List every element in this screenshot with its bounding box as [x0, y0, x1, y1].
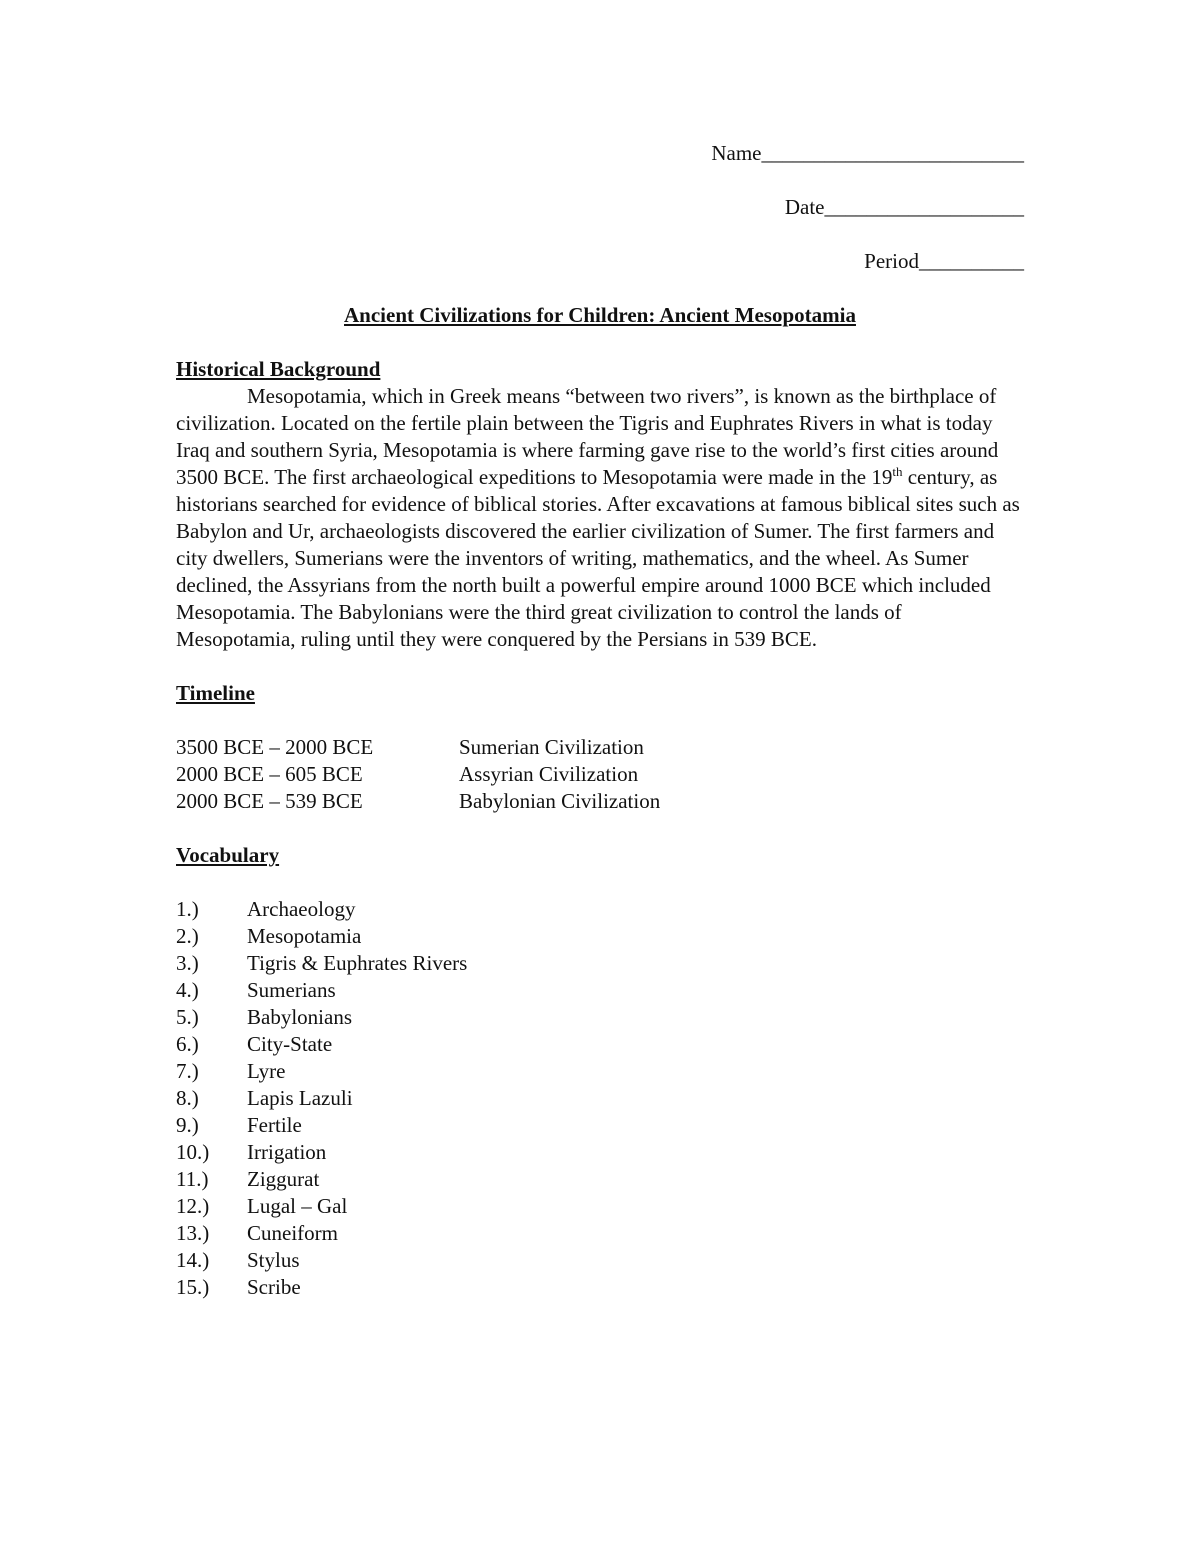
paragraph-text-part-2: century, as historians searched for evidence of biblical stories. After excavations at famous biblical sites such as Babylon and Ur, archaeologists discovered the earlier civilization of Sumer. The first farmers and city dwellers, Sumerians were the inventors of writing, mathematics, and the wheel. As Sumer declined, the Assyrians from the north built a powerful empire around 1000 BCE which included Mesopotamia. The Babylonians were the third great civilization to control the lands of Mesopotamia, ruling until they were conquered by the Persians in 539 BCE. [176, 465, 1020, 651]
timeline-row [176, 734, 1024, 761]
vocabulary-term: Lyre [247, 1059, 286, 1083]
vocabulary-item [176, 896, 1024, 923]
vocabulary-term: Ziggurat [247, 1167, 320, 1191]
date-field[interactable]: Date___________________ [784, 195, 1024, 219]
timeline-dates: 3500 BCE – 2000 BCE [176, 735, 374, 759]
vocabulary-number: 15.) [176, 1275, 210, 1299]
timeline-section [176, 680, 1024, 815]
vocabulary-term: City-State [247, 1032, 333, 1056]
vocabulary-item [176, 1220, 1024, 1247]
ordinal-superscript: th [892, 464, 903, 479]
name-field[interactable]: Name_________________________ [711, 141, 1024, 165]
vocabulary-item [176, 1139, 1024, 1166]
vocabulary-number: 3.) [176, 951, 199, 975]
vocabulary-item [176, 1166, 1024, 1193]
vocabulary-item [176, 950, 1024, 977]
vocabulary-term: Tigris & Euphrates Rivers [247, 951, 468, 975]
vocabulary-item [176, 1112, 1024, 1139]
vocabulary-term: Scribe [247, 1275, 301, 1299]
vocabulary-number: 4.) [176, 978, 199, 1002]
vocabulary-term: Lapis Lazuli [247, 1086, 353, 1110]
timeline-civilization: Babylonian Civilization [459, 789, 661, 813]
vocabulary-number: 10.) [176, 1140, 210, 1164]
vocabulary-number: 12.) [176, 1194, 210, 1218]
timeline-civilization: Sumerian Civilization [459, 735, 644, 759]
timeline-dates: 2000 BCE – 605 BCE [176, 762, 363, 786]
vocabulary-item [176, 1193, 1024, 1220]
timeline-civilization: Assyrian Civilization [459, 762, 639, 786]
vocabulary-term: Irrigation [247, 1140, 327, 1164]
timeline-heading: Timeline [176, 681, 255, 705]
student-info-fields [176, 140, 1024, 275]
vocabulary-item [176, 1004, 1024, 1031]
vocabulary-number: 1.) [176, 897, 199, 921]
vocabulary-item [176, 1058, 1024, 1085]
period-field[interactable]: Period__________ [864, 249, 1024, 273]
vocabulary-number: 5.) [176, 1005, 199, 1029]
vocabulary-number: 6.) [176, 1032, 199, 1056]
timeline-row [176, 761, 1024, 788]
vocabulary-section [176, 842, 1024, 1301]
vocabulary-heading: Vocabulary [176, 843, 280, 867]
vocabulary-term: Cuneiform [247, 1221, 338, 1245]
timeline-list [176, 734, 1024, 815]
historical-background-heading: Historical Background [176, 357, 381, 381]
vocabulary-list [176, 896, 1024, 1301]
vocabulary-number: 14.) [176, 1248, 210, 1272]
paragraph-text-part-1: Mesopotamia, which in Greek means “between two rivers”, is known as the birthplace of civilization. Located on the fertile plain between the Tigris and Euphrates Rivers in what is today Iraq and southern Syria, Mesopotamia is where farming gave rise to the world’s first cities around 3500 BCE. The first archaeological expeditions to Mesopotamia were made in the 19 [176, 384, 999, 489]
vocabulary-number: 13.) [176, 1221, 210, 1245]
vocabulary-term: Mesopotamia [247, 924, 362, 948]
vocabulary-item [176, 1274, 1024, 1301]
historical-background-section [176, 356, 1024, 653]
vocabulary-item [176, 1247, 1024, 1274]
vocabulary-term: Archaeology [247, 897, 356, 921]
vocabulary-number: 7.) [176, 1059, 199, 1083]
vocabulary-term: Sumerians [247, 978, 336, 1002]
vocabulary-number: 9.) [176, 1113, 199, 1137]
vocabulary-item [176, 977, 1024, 1004]
vocabulary-item [176, 923, 1024, 950]
vocabulary-term: Stylus [247, 1248, 300, 1272]
vocabulary-number: 11.) [176, 1167, 209, 1191]
worksheet-page [176, 140, 1024, 1301]
vocabulary-number: 8.) [176, 1086, 199, 1110]
document-title: Ancient Civilizations for Children: Ancient Mesopotamia [344, 303, 856, 327]
historical-background-paragraph [176, 383, 1024, 653]
vocabulary-item [176, 1085, 1024, 1112]
vocabulary-term: Lugal – Gal [247, 1194, 348, 1218]
vocabulary-item [176, 1031, 1024, 1058]
timeline-row [176, 788, 1024, 815]
vocabulary-number: 2.) [176, 924, 199, 948]
timeline-dates: 2000 BCE – 539 BCE [176, 789, 363, 813]
vocabulary-term: Fertile [247, 1113, 302, 1137]
vocabulary-term: Babylonians [247, 1005, 352, 1029]
